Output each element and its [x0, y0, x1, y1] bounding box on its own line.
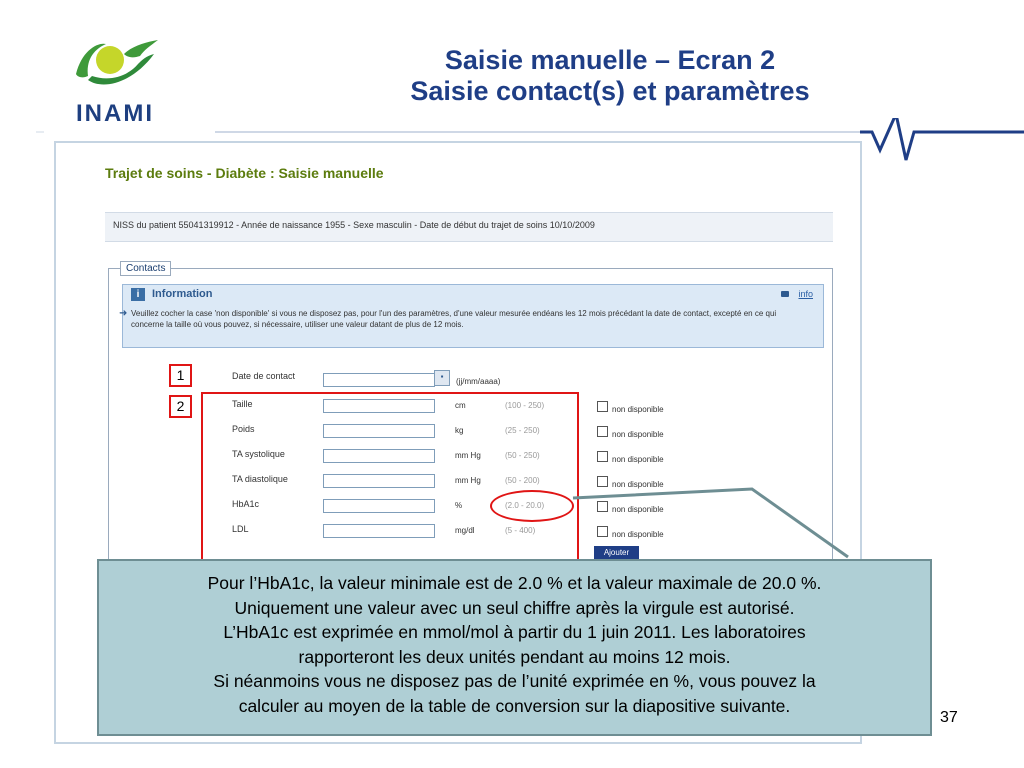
param-unit-hba1c: %: [455, 501, 463, 510]
arrow-right-icon: ➜: [119, 308, 128, 319]
callout-line-6: calculer au moyen de la table de conversion sur la diapositive suivante.: [238, 695, 791, 716]
date-format-hint: (jj/mm/aaaa): [456, 377, 501, 386]
contacts-legend: Contacts: [120, 261, 171, 276]
slide-title-line2: Saisie contact(s) et paramètres: [410, 76, 810, 106]
param-label-ta-diastolique: TA diastolique: [232, 474, 288, 484]
callout-line-3: L’HbA1c est exprimée en mmol/mol à partir du 1 juin 2011. Les laboratoires: [223, 622, 806, 642]
not-available-checkbox-taille[interactable]: [597, 401, 608, 412]
information-text: Veuillez cocher la case 'non disponible' si vous ne disposez pas, pour l'un des paramètres, d'une valeur mesurée endéans les 12 mois précédant la date de contact, excepté en ce qui concerne la taille où vous pouvez, si nécessaire, utiliser une valeur datant de plus de 12 mois.: [131, 309, 777, 329]
param-range-ta-systolique: (50 - 250): [505, 451, 540, 460]
param-unit-ta-diastolique: mm Hg: [455, 476, 481, 485]
callout-line-4: rapporteront les deux unités pendant au moins 12 mois.: [298, 646, 731, 667]
callout-line-5: Si néanmoins vous ne disposez pas de l’unité exprimée en %, vous pouvez la: [213, 671, 816, 691]
highlight-rectangle: [201, 392, 579, 574]
add-button[interactable]: Ajouter: [594, 546, 639, 560]
not-available-label-ta-systolique: non disponible: [612, 455, 664, 464]
param-range-ldl: (5 - 400): [505, 526, 536, 535]
not-available-checkbox-ta-diastolique[interactable]: [597, 476, 608, 487]
not-available-checkbox-ta-systolique[interactable]: [597, 451, 608, 462]
not-available-label-hba1c: non disponible: [612, 505, 664, 514]
patient-info-bar: [105, 212, 833, 242]
param-range-poids: (25 - 250): [505, 426, 540, 435]
not-available-checkbox-poids[interactable]: [597, 426, 608, 437]
hba1c-callout: [97, 559, 932, 736]
not-available-label-ldl: non disponible: [612, 530, 664, 539]
highlight-ellipse: [490, 490, 574, 522]
page-heading: Trajet de soins - Diabète : Saisie manuelle: [105, 165, 384, 181]
callout-line-1: Pour l’HbA1c, la valeur minimale est de 2.0 % et la valeur maximale de 20.0 %.: [207, 573, 822, 593]
callout-text: [105, 571, 924, 718]
param-label-poids: Poids: [232, 424, 255, 434]
param-unit-poids: kg: [455, 426, 464, 435]
information-box: [119, 284, 824, 348]
param-unit-taille: cm: [455, 401, 466, 410]
information-title: Information: [152, 288, 213, 300]
param-label-taille: Taille: [232, 399, 253, 409]
not-available-label-ta-diastolique: non disponible: [612, 480, 664, 489]
not-available-checkbox-ldl[interactable]: [597, 526, 608, 537]
not-available-checkbox-hba1c[interactable]: [597, 501, 608, 512]
contact-date-input[interactable]: [323, 373, 435, 387]
callout-line-2: Uniquement une valeur avec un seul chiffre après la virgule est autorisé.: [234, 597, 795, 618]
param-range-ta-diastolique: (50 - 200): [505, 476, 540, 485]
param-unit-ldl: mg/dl: [455, 526, 475, 535]
param-range-taille: (100 - 250): [505, 401, 545, 410]
param-label-hba1c: HbA1c: [232, 499, 260, 509]
not-available-label-poids: non disponible: [612, 430, 664, 439]
info-link[interactable]: info: [798, 289, 813, 299]
param-range-hba1c: (2.0 - 20.0): [505, 501, 545, 510]
logo-text: INAMI: [76, 100, 154, 127]
slide-number: 37: [940, 709, 958, 726]
marker-1: 1: [169, 364, 192, 387]
slide-title-line1: Saisie manuelle – Ecran 2: [444, 45, 776, 75]
marker-2: 2: [169, 395, 192, 418]
param-label-ta-systolique: TA systolique: [232, 449, 285, 459]
calendar-icon[interactable]: ▪: [434, 370, 450, 386]
not-available-label-taille: non disponible: [612, 405, 664, 414]
contact-date-label: Date de contact: [232, 371, 296, 381]
collapse-icon[interactable]: [781, 291, 789, 297]
param-unit-ta-systolique: mm Hg: [455, 451, 481, 460]
info-icon: i: [131, 288, 145, 301]
param-label-ldl: LDL: [232, 524, 249, 534]
patient-info-text: NISS du patient 55041319912 - Année de naissance 1955 - Sexe masculin - Date de début du trajet de soins 10/10/2009: [113, 220, 595, 230]
